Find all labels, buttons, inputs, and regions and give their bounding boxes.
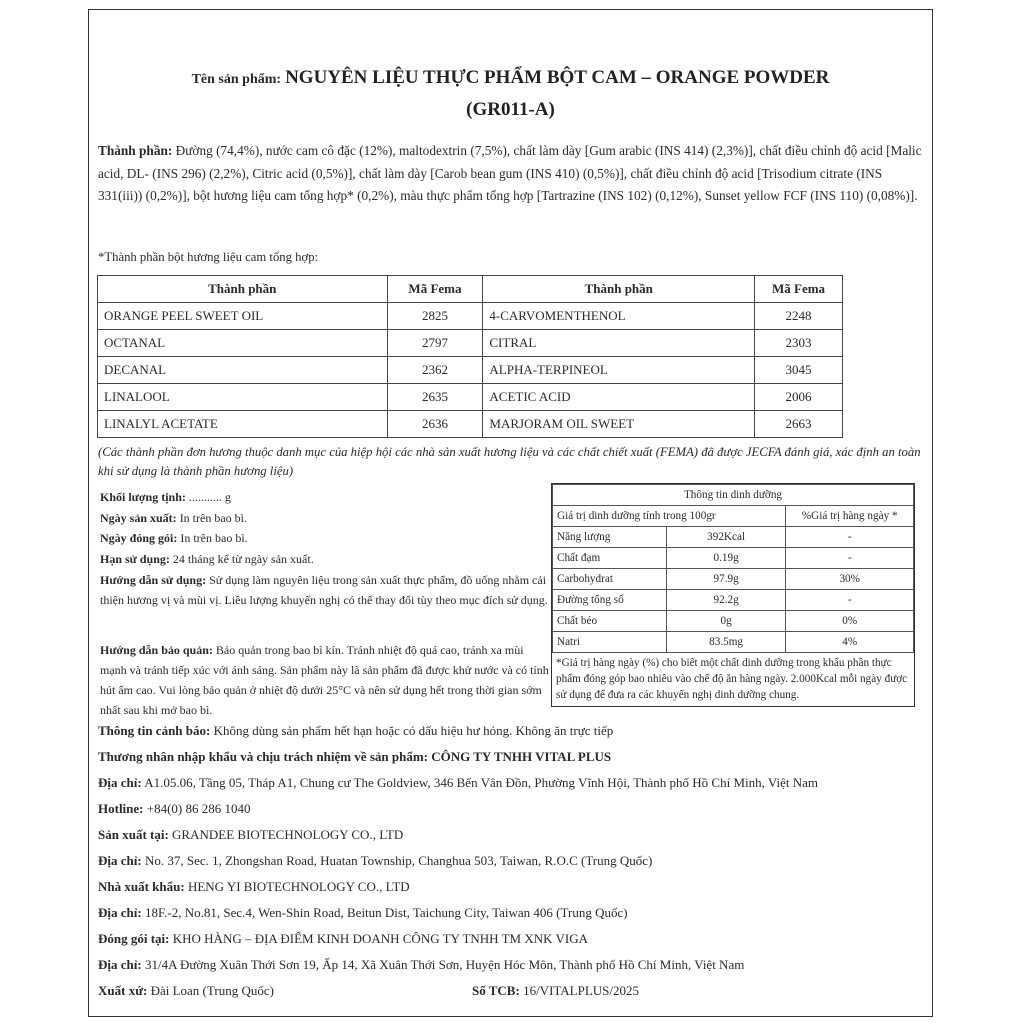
ingredients-section <box>98 140 926 208</box>
fema-code: 2248 <box>755 303 843 330</box>
nutrient-dv: - <box>786 527 914 548</box>
warning-info: Thông tin cảnh báo: Không dùng sản phẩm hết hạn hoặc có dấu hiệu hư hỏng. Không ăn trực tiếp <box>98 723 614 738</box>
fema-cell: CITRAL <box>483 330 755 357</box>
fema-code: 2797 <box>387 330 483 357</box>
fema-cell: OCTANAL <box>98 330 388 357</box>
fema-table <box>97 275 843 438</box>
nutrient-name: Chất đạm <box>553 548 667 569</box>
nutrition-facts <box>551 483 915 707</box>
nutrition-title: Thông tin dinh dưỡng <box>553 485 914 506</box>
table-row <box>553 548 914 569</box>
table-row <box>98 384 843 411</box>
nutrient-amount: 0g <box>666 611 786 632</box>
fema-cell: LINALOOL <box>98 384 388 411</box>
product-name: NGUYÊN LIỆU THỰC PHẨM BỘT CAM – ORANGE POWDER <box>285 67 830 88</box>
nutrient-dv: 30% <box>786 569 914 590</box>
nutrient-dv: - <box>786 548 914 569</box>
packer-address: Địa chỉ: 31/4A Đường Xuân Thới Sơn 19, Ấp 14, Xã Xuân Thới Sơn, Huyện Hóc Môn, Thành phố Hồ Chí Minh, Việt Nam <box>98 957 745 972</box>
manufacturer-address: Địa chỉ: No. 37, Sec. 1, Zhongshan Road, Huatan Township, Changhua 503, Taiwan, R.O.C (Trung Quốc) <box>98 853 653 868</box>
fema-header: Mã Fema <box>387 276 483 303</box>
importer-info: Thương nhân nhập khẩu và chịu trách nhiệm về sản phẩm: CÔNG TY TNHH VITAL PLUS <box>98 749 612 764</box>
fema-header: Thành phần <box>483 276 755 303</box>
exporter-address: Địa chỉ: 18F.-2, No.81, Sec.4, Wen-Shin Road, Beitun Dist, Taichung City, Taiwan 406 (Trung Quốc) <box>98 905 628 920</box>
table-row <box>553 569 914 590</box>
nutrient-amount: 83.5mg <box>666 632 786 653</box>
usage-instructions: Hướng dẫn sử dụng: Sử dụng làm nguyên liệu trong sản xuất thực phẩm, đồ uống nhằm cải thiện hương vị và mùi vị. Liều lượng khuyến nghị có thể thay đổi tùy theo mục đích sử dụng. <box>100 573 548 607</box>
exporter-info: Nhà xuất khẩu: HENG YI BIOTECHNOLOGY CO., LTD <box>98 879 410 894</box>
fema-header: Thành phần <box>98 276 388 303</box>
nutrient-name: Natri <box>553 632 667 653</box>
nutrient-name: Chất béo <box>553 611 667 632</box>
nutrient-dv: 4% <box>786 632 914 653</box>
nutrient-amount: 97.9g <box>666 569 786 590</box>
product-label <box>88 9 933 1017</box>
packer-info: Đóng gói tại: KHO HÀNG – ĐỊA ĐIỂM KINH DOANH CÔNG TY TNHH TM XNK VIGA <box>98 931 589 946</box>
importer-address: Địa chỉ: A1.05.06, Tầng 05, Tháp A1, Chung cư The Goldview, 346 Bến Vân Đồn, Phường Vĩnh Hội, Thành phố Hồ Chí Minh, Việt Nam <box>98 775 819 790</box>
nutrition-footnote: *Giá trị hàng ngày (%) cho biết một chất dinh dưỡng trong khẩu phần thực phẩm đóng góp bao nhiêu vào chế độ ăn hàng ngày. 2.000Kcal mỗi ngày được sử dụng để đưa ra các khuyến nghị dinh dưỡng chung. <box>556 657 908 701</box>
hotline: Hotline: +84(0) 86 286 1040 <box>98 801 251 816</box>
fema-cell: ACETIC ACID <box>483 384 755 411</box>
packing-date: Ngày đóng gói: In trên bao bì. <box>100 531 248 545</box>
nutrition-col-dv: %Giá trị hàng ngày * <box>786 506 914 527</box>
nutrient-name: Carbohydrat <box>553 569 667 590</box>
fema-cell: ALPHA-TERPINEOL <box>483 357 755 384</box>
fema-code: 2636 <box>387 411 483 438</box>
fema-cell: MARJORAM OIL SWEET <box>483 411 755 438</box>
table-row <box>553 590 914 611</box>
table-row <box>553 611 914 632</box>
expiry-date: Hạn sử dụng: 24 tháng kể từ ngày sản xuất. <box>100 552 314 566</box>
table-row <box>98 330 843 357</box>
table-row <box>98 411 843 438</box>
fema-cell: DECANAL <box>98 357 388 384</box>
origin: Xuất xứ: Đài Loan (Trung Quốc) <box>98 983 274 998</box>
ingredients-text: Đường (74,4%), nước cam cô đặc (12%), maltodextrin (7,5%), chất làm dày [Gum arabic (INS 414) (2,3%)], chất điều chỉnh độ acid [Malic acid, DL- (INS 296) (2,2%), Citric acid (0,5%)], chất làm dày [Carob bean gum (INS 410) (0,5%)], chất điều chỉnh độ acid [Trisodium citrate (INS 331(iii)) (0,2%)], bột hương liệu cam tổng hợp* (0,2%), màu thực phẩm tổng hợp [Tartrazine (INS 102) (0,12%), Sunset yellow FCF (INS 110) (0,08%)]. <box>98 143 922 203</box>
product-title <box>89 63 932 126</box>
storage-instructions: Hướng dẫn bảo quản: Bảo quản trong bao bì kín. Tránh nhiệt độ quá cao, tránh xa mùi mạnh và tránh tiếp xúc với ánh sáng. Sản phẩm này là sản phẩm đã được khử nước và có tính hút ẩm cao. Vui lòng bảo quản ở nhiệt độ dưới 25°C và nên sử dụng hết trong thời gian sớm nhất sau khi mở bao bì. <box>100 643 549 717</box>
fema-header-row <box>98 276 843 303</box>
product-code: (GR011-A) <box>466 99 555 120</box>
fema-code: 2663 <box>755 411 843 438</box>
fema-code: 2825 <box>387 303 483 330</box>
fema-cell: 4-CARVOMENTHENOL <box>483 303 755 330</box>
flavor-composition-note: *Thành phần bột hương liệu cam tổng hợp: <box>98 250 319 264</box>
fema-cell: LINALYL ACETATE <box>98 411 388 438</box>
fema-note: (Các thành phần đơn hương thuộc danh mục của hiệp hội các nhà sản xuất hương liệu và các chất chiết xuất (FEMA) đã được JECFA đánh giá, xác định an toàn khi sử dụng là thành phần hương liệu) <box>98 445 921 478</box>
nutrition-col-value: Giá trị dinh dưỡng tính trong 100gr <box>553 506 786 527</box>
fema-code: 2362 <box>387 357 483 384</box>
nutrient-dv: - <box>786 590 914 611</box>
table-row <box>553 527 914 548</box>
table-row <box>98 357 843 384</box>
nutrient-name: Năng lượng <box>553 527 667 548</box>
fema-code: 2303 <box>755 330 843 357</box>
nutrient-name: Đường tổng số <box>553 590 667 611</box>
tcb-number: Số TCB: 16/VITALPLUS/2025 <box>472 983 640 998</box>
nutrient-amount: 92.2g <box>666 590 786 611</box>
fema-code: 2635 <box>387 384 483 411</box>
fema-cell: ORANGE PEEL SWEET OIL <box>98 303 388 330</box>
ingredients-label: Thành phần: <box>98 143 173 158</box>
fema-code: 3045 <box>755 357 843 384</box>
title-label: Tên sản phẩm: <box>191 72 282 87</box>
nutrient-amount: 392Kcal <box>666 527 786 548</box>
net-weight: Khối lượng tịnh: ........... g <box>100 490 231 504</box>
manufacturer-info: Sản xuất tại: GRANDEE BIOTECHNOLOGY CO., LTD <box>98 827 404 842</box>
nutrient-dv: 0% <box>786 611 914 632</box>
manufacture-date: Ngày sản xuất: In trên bao bì. <box>100 511 247 525</box>
fema-code: 2006 <box>755 384 843 411</box>
fema-header: Mã Fema <box>755 276 843 303</box>
table-row <box>553 632 914 653</box>
nutrient-amount: 0.19g <box>666 548 786 569</box>
table-row <box>98 303 843 330</box>
